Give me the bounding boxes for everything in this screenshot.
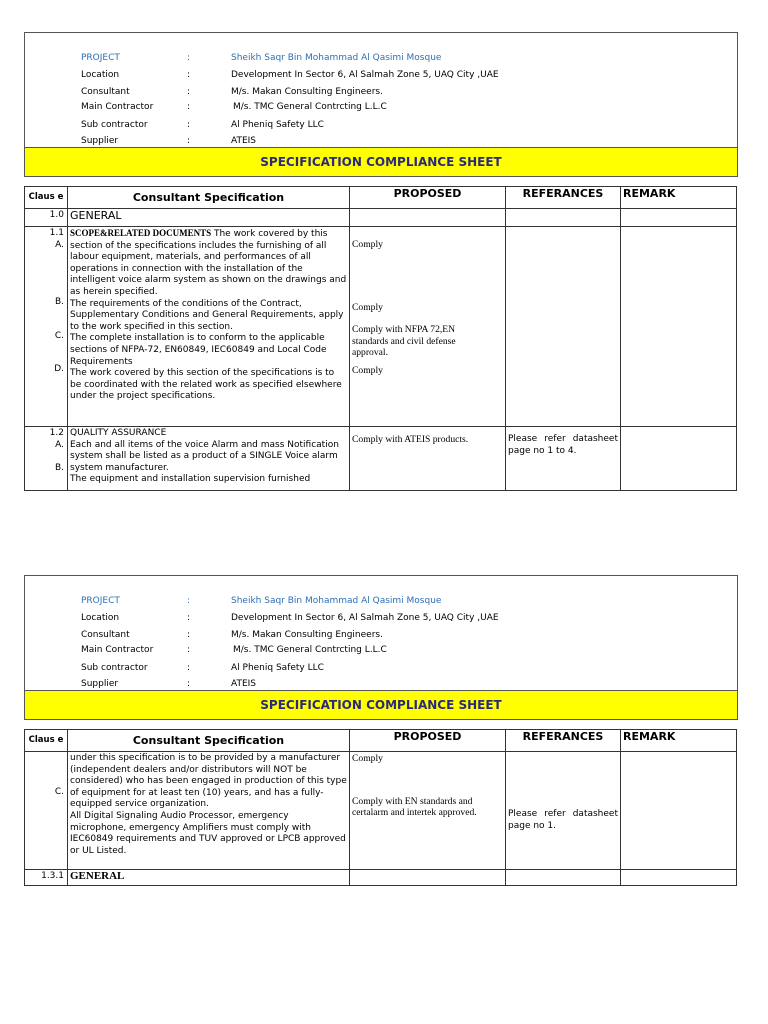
separator: : <box>187 679 191 689</box>
item-letter: A. <box>55 239 64 250</box>
supplier-value: ATEIS <box>231 679 257 689</box>
separator: : <box>187 70 191 80</box>
proposed-text: Comply with NFPA 72,EN standards and civil defense approval. <box>352 324 456 359</box>
proposed-cell <box>350 752 506 870</box>
main-contractor-value: M/s. TMC General Contrcting L.L.C <box>233 645 387 655</box>
supplier-label: Supplier <box>81 679 119 689</box>
project-label: PROJECT <box>81 53 120 63</box>
sub-contractor-value: Al Pheniq Safety LLC <box>231 663 324 673</box>
spec-cell <box>68 227 350 427</box>
supplier-label: Supplier <box>81 136 119 146</box>
separator: : <box>187 53 191 63</box>
clause-number: 1.2 <box>49 428 64 438</box>
project-label: PROJECT <box>81 596 120 606</box>
consultant-label: Consultant <box>81 87 130 97</box>
project-header-2 <box>24 575 738 720</box>
section-title: GENERAL <box>68 209 350 227</box>
spec-cell <box>68 427 350 491</box>
spec-table-2 <box>24 729 737 886</box>
clause-cell <box>25 427 68 491</box>
item-letter: B. <box>54 297 64 308</box>
proposed-text: Comply <box>352 239 383 250</box>
sub-contractor-value: Al Pheniq Safety LLC <box>231 120 324 130</box>
clause-number: 1.1 <box>49 228 64 238</box>
references-header: REFERANCES <box>506 187 621 209</box>
project-value: Sheikh Saqr Bin Mohammad Al Qasimi Mosque <box>231 53 442 63</box>
spec-header: Consultant Specification <box>68 730 350 752</box>
sheet-title: SPECIFICATION COMPLIANCE SHEET <box>25 147 737 176</box>
proposed-header: PROPOSED <box>350 730 506 752</box>
main-contractor-label: Main Contractor <box>81 102 154 112</box>
table-row <box>25 227 737 427</box>
location-value: Development In Sector 6, Al Salmah Zone 5, UAQ City ,UAE <box>231 70 499 80</box>
separator: : <box>187 645 191 655</box>
table-header-row <box>25 187 737 209</box>
separator: : <box>187 102 191 112</box>
proposed-cell <box>350 227 506 427</box>
spec-header: Consultant Specification <box>68 187 350 209</box>
separator: : <box>187 120 191 130</box>
item-letter: B. <box>54 463 64 474</box>
clause-header: Claus e <box>25 730 68 752</box>
consultant-value: M/s. Makan Consulting Engineers. <box>231 630 383 640</box>
location-label: Location <box>81 613 120 623</box>
supplier-value: ATEIS <box>231 136 257 146</box>
clause-cell <box>25 752 68 870</box>
separator: : <box>187 87 191 97</box>
table-row <box>25 752 737 870</box>
location-value: Development In Sector 6, Al Salmah Zone 5, UAQ City ,UAE <box>231 613 499 623</box>
spec-paragraph: The complete installation is to conform to the applicable sections of NFPA-72, EN60849, IEC60849 and Local Code Requirements <box>70 333 327 367</box>
consultant-value: M/s. Makan Consulting Engineers. <box>231 87 383 97</box>
spec-cell <box>68 752 350 870</box>
separator: : <box>187 630 191 640</box>
spec-paragraph: The work covered by this section of the specifications is to be coordinated with the related work as specified elsewhere under the project specifications. <box>70 368 342 402</box>
spec-paragraph: All Digital Signaling Audio Processor, emergency microphone, emergency Amplifiers must comply with IEC60849 requirements and TUV approved or LPCB approved or UL Listed. <box>70 810 346 856</box>
spec-paragraph: The equipment and installation supervision furnished <box>70 474 311 485</box>
section-title: GENERAL <box>68 870 350 886</box>
item-letter: D. <box>54 364 64 375</box>
separator: : <box>187 663 191 673</box>
spec-paragraph: under this specification is to be provided by a manufacturer (independent dealers and/or distributors will NOT be considered) who has been engaged in production of this type of equipment for at least ten (10) years, and has a fully-equipped service organization. <box>70 753 347 810</box>
references-cell <box>506 752 621 870</box>
separator: : <box>187 613 191 623</box>
table-row <box>25 870 737 886</box>
clause-header: Claus e <box>25 187 68 209</box>
separator: : <box>187 136 191 146</box>
references-header: REFERANCES <box>506 730 621 752</box>
proposed-text: Comply <box>352 301 383 313</box>
spec-paragraph <box>70 228 347 299</box>
item-letter: C. <box>54 787 64 797</box>
proposed-text: Comply with ATEIS products. <box>352 434 469 445</box>
reference-text: Please refer datasheet page no 1. <box>508 809 618 831</box>
consultant-label: Consultant <box>81 630 130 640</box>
item-letter: A. <box>55 439 64 450</box>
proposed-text: Comply <box>352 364 383 376</box>
spec-paragraph: Each and all items of the voice Alarm and mass Notification system shall be listed as a product of a SINGLE Voice alarm system manufacturer. <box>70 439 339 473</box>
proposed-text: Comply with EN standards and certalarm and intertek approved. <box>352 795 477 819</box>
remark-header: REMARK <box>621 187 737 209</box>
clause-cell <box>25 227 68 427</box>
project-value: Sheikh Saqr Bin Mohammad Al Qasimi Mosque <box>231 596 442 606</box>
main-contractor-value: M/s. TMC General Contrcting L.L.C <box>233 102 387 112</box>
sub-contractor-label: Sub contractor <box>81 120 148 130</box>
spec-table-1 <box>24 186 737 491</box>
table-row <box>25 427 737 491</box>
proposed-cell <box>350 427 506 491</box>
item-letter: C. <box>54 330 64 341</box>
remark-header: REMARK <box>621 730 737 752</box>
sub-contractor-label: Sub contractor <box>81 663 148 673</box>
references-cell <box>506 427 621 491</box>
scope-heading: SCOPE&RELATED DOCUMENTS <box>70 228 212 238</box>
clause-number: 1.3.1 <box>25 870 68 886</box>
separator: : <box>187 596 191 606</box>
table-row <box>25 209 737 227</box>
project-header-1 <box>24 32 738 177</box>
table-header-row <box>25 730 737 752</box>
clause-number: 1.0 <box>25 209 68 227</box>
location-label: Location <box>81 70 120 80</box>
main-contractor-label: Main Contractor <box>81 645 154 655</box>
spec-text: The work covered by this section of the specifications includes the furnishing of all labour equipment, materials, and performances of all operations in connection with the installation of the intelligent voice alarm system as shown on the drawings and as herein specified. <box>70 229 347 297</box>
proposed-text: Comply <box>352 753 383 764</box>
spec-paragraph: The requirements of the conditions of the Contract, Supplementary Conditions and General Requirements, apply to the work specified in this section. <box>70 298 344 332</box>
sheet-title: SPECIFICATION COMPLIANCE SHEET <box>25 690 737 719</box>
quality-heading: QUALITY ASSURANCE <box>70 428 167 438</box>
proposed-header: PROPOSED <box>350 187 506 209</box>
reference-text: Please refer datasheet page no 1 to 4. <box>508 434 618 456</box>
